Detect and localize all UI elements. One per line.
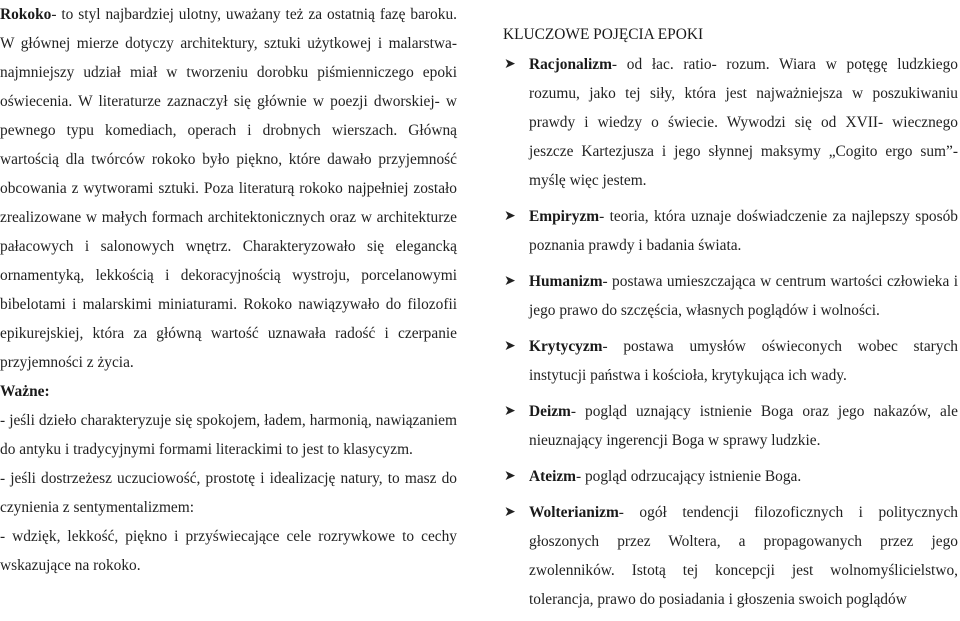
concept-definition: - postawa umieszczająca w centrum wartości człowieka i jego prawo do szczęścia, własnych poglądów i wolności. xyxy=(529,273,958,319)
right-column xyxy=(503,0,958,621)
concept-wolterianizm xyxy=(503,498,958,614)
concept-humanizm xyxy=(503,267,958,325)
important-label: Ważne: xyxy=(0,383,50,400)
rokoko-term: Rokoko xyxy=(0,6,52,23)
concept-empiryzm xyxy=(503,202,958,260)
concept-term: Racjonalizm xyxy=(529,56,612,73)
arrow-bullet-icon: ➤ xyxy=(504,404,516,419)
concept-definition: - od łac. ratio- rozum. Wiara w potęgę ludzkiego rozumu, jako tej siły, która jest najważniejsza w poszukiwaniu prawdy i wiedzy o świecie. Wywodzi się od XVII- wiecznego jeszcze Kartezjusza i jego słynnej maksymy „Cogito ergo sum”- myślę więc jestem. xyxy=(529,56,958,189)
concept-term: Deizm xyxy=(529,403,571,420)
concept-definition: - postawa umysłów oświeconych wobec starych instytucji państwa i kościoła, krytykująca ich wady. xyxy=(529,338,958,384)
arrow-bullet-icon: ➤ xyxy=(504,339,516,354)
concept-definition: - ogół tendencji filozoficznych i politycznych głoszonych przez Woltera, a propagowanych przez jego zwolenników. Istotą tej koncepcji jest wolnomyślicielstwo, tolerancja, prawo do posiadania i głoszenia swoich poglądów xyxy=(529,504,958,608)
arrow-bullet-icon: ➤ xyxy=(504,469,516,484)
concept-definition: - pogląd uznający istnienie Boga oraz jego nakazów, ale nieuznający ingerencji Boga w sprawy ludzkie. xyxy=(529,403,958,449)
concept-definition: - teoria, która uznaje doświadczenie za najlepszy sposób poznania prawdy i badania świata. xyxy=(529,208,958,254)
concept-term: Ateizm xyxy=(529,468,576,485)
concept-term: Empiryzm xyxy=(529,208,600,225)
concept-racjonalizm xyxy=(503,50,958,195)
left-column xyxy=(0,0,457,580)
concept-term: Wolterianizm xyxy=(529,504,619,521)
concept-definition: - pogląd odrzucający istnienie Boga. xyxy=(576,468,802,485)
concept-term: Humanizm xyxy=(529,273,603,290)
note-rococo: - wdzięk, lekkość, piękno i przyświecające cele rozrywkowe to cechy wskazujące na rokoko. xyxy=(0,528,457,574)
arrow-bullet-icon: ➤ xyxy=(504,209,516,224)
concept-krytycyzm xyxy=(503,332,958,390)
arrow-bullet-icon: ➤ xyxy=(504,505,516,520)
arrow-bullet-icon: ➤ xyxy=(504,57,516,72)
arrow-bullet-icon: ➤ xyxy=(504,274,516,289)
note-classicism: - jeśli dzieło charakteryzuje się spokojem, ładem, harmonią, nawiązaniem do antyku i tradycyjnymi formami literackimi to jest to klasycyzm. xyxy=(0,412,457,458)
note-sentimentalism: - jeśli dostrzeżesz uczuciowość, prostotę i idealizację natury, to masz do czynienia z sentymentalizmem: xyxy=(0,470,457,516)
rokoko-paragraph xyxy=(0,0,457,377)
concept-deizm xyxy=(503,397,958,455)
concept-ateizm xyxy=(503,462,958,491)
rokoko-description: - to styl najbardziej ulotny, uważany też za ostatnią fazę baroku. W głównej mierze dotyczy architektury, sztuki użytkowej i malarstwa- najmniejszy udział miał w tworzeniu dorobku piśmienniczego epoki oświecenia. W literaturze zaznaczył się głównie w poezji dworskiej- w pewnego typu komediach, operach i drobnych wierszach. Główną wartością dla twórców rokoko było piękno, które dawało przyjemność obcowania z wytworami sztuki. Poza literaturą rokoko najpełniej zostało zrealizowane w małych formach architektonicznych oraz w architekturze pałacowych i salonowych wnętrz. Charakteryzowało się elegancką ornamentyką, lekkością i dekoracyjnością wystroju, porcelanowymi bibelotami i malarskimi miniaturami. Rokoko nawiązywało do filozofii epikurejskiej, która za główną wartość uznawała radość i czerpanie przyjemności z życia. xyxy=(0,6,457,371)
concepts-list xyxy=(503,50,958,614)
concept-term: Krytycyzm xyxy=(529,338,603,355)
key-concepts-heading: KLUCZOWE POJĘCIA EPOKI xyxy=(503,26,704,43)
